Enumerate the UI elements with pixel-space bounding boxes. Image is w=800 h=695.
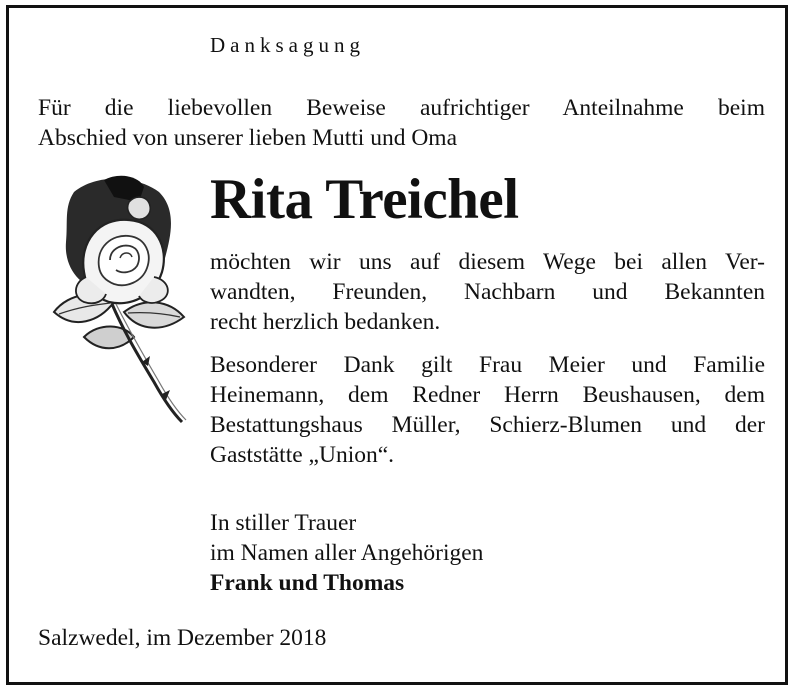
thanks-paragraph bbox=[210, 247, 765, 337]
rose-bud bbox=[128, 197, 151, 219]
intro-line: Abschied von unserer lieben Mutti und Oma bbox=[38, 125, 457, 151]
rose-leaf bbox=[124, 302, 184, 327]
paragraph-line: recht herzlich bedanken. bbox=[210, 309, 441, 335]
closing-line: In stiller Trauer bbox=[210, 510, 357, 536]
rose-leaf bbox=[84, 326, 134, 348]
place-date: Salzwedel, im Dezember 2018 bbox=[38, 625, 327, 651]
paragraph-line: wandten, Freunden, Nachbarn und Bekannten bbox=[210, 279, 765, 305]
closing-line: im Namen aller Angehörigen bbox=[210, 540, 484, 566]
notice-heading: Danksagung bbox=[210, 33, 365, 57]
signers: Frank und Thomas bbox=[210, 570, 405, 596]
special-thanks-paragraph bbox=[210, 350, 765, 470]
intro-line: Für die liebevollen Beweise aufrichtiger Anteilnahme beim bbox=[38, 95, 765, 121]
paragraph-line: Besonderer Dank gilt Frau Meier und Familie bbox=[210, 352, 765, 378]
paragraph-line: möchten wir uns auf diesem Wege bei allen Ver- bbox=[210, 249, 765, 275]
deceased-name: Rita Treichel bbox=[210, 168, 519, 231]
paragraph-line: Heinemann, dem Redner Herrn Beushausen, dem bbox=[210, 382, 765, 408]
rose-petal bbox=[99, 236, 149, 285]
paragraph-line: Bestattungshaus Müller, Schierz-Blumen und der bbox=[210, 412, 765, 438]
intro-text bbox=[38, 93, 765, 153]
closing-block bbox=[210, 508, 483, 598]
rose-icon bbox=[44, 172, 194, 427]
paragraph-line: Gaststätte „Union“. bbox=[210, 442, 395, 468]
